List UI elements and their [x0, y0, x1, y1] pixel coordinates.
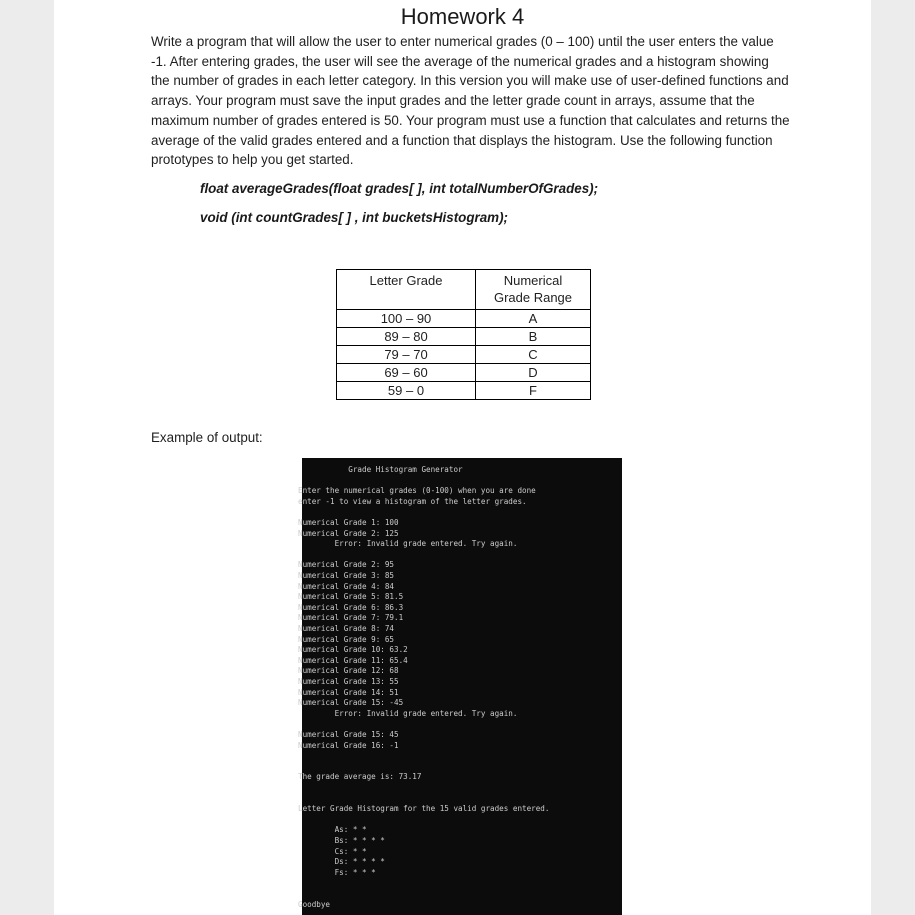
console-line: Error: Invalid grade entered. Try again. — [298, 539, 518, 549]
table-cell: F — [476, 382, 591, 400]
console-line: Numerical Grade 7: 79.1 — [298, 613, 404, 623]
table-cell: A — [476, 310, 591, 328]
table-row — [337, 328, 591, 346]
grade-table — [336, 269, 591, 400]
console-line: enter -1 to view a histogram of the letter grades. — [298, 496, 527, 506]
page-title: Homework 4 — [400, 4, 525, 29]
prototype-average-grades: float averageGrades(float grades[ ], int totalNumberOfGrades); — [200, 181, 599, 196]
example-label: Example of output: — [151, 430, 263, 445]
console-line: Numerical Grade 8: 74 — [298, 624, 395, 633]
table-cell: 79 – 70 — [337, 346, 476, 364]
console-line: Numerical Grade 5: 81.5 — [298, 592, 404, 602]
console-line: Numerical Grade 1: 100 — [298, 518, 399, 527]
table-cell: D — [476, 364, 591, 382]
console-line: Numerical Grade 2: 125 — [298, 528, 399, 538]
table-cell: 59 – 0 — [337, 382, 476, 400]
viewer-left-margin — [0, 0, 54, 915]
console-line: Grade Histogram Generator — [298, 465, 463, 474]
table-cell: C — [476, 346, 591, 364]
console-line: Numerical Grade 16: -1 — [298, 740, 399, 750]
console-line: Numerical Grade 11: 65.4 — [298, 655, 408, 665]
console-line: Numerical Grade 12: 68 — [298, 666, 399, 676]
grade-table-header-row — [337, 270, 591, 310]
table-row — [337, 310, 591, 328]
console-line: Numerical Grade 10: 63.2 — [298, 645, 408, 655]
console-line: Letter Grade Histogram for the 15 valid grades entered. — [298, 804, 550, 814]
table-cell: 69 – 60 — [337, 364, 476, 382]
console-output-screenshot — [298, 458, 622, 915]
console-line: As: * * — [298, 825, 367, 835]
console-line: The grade average is: 73.17 — [298, 772, 422, 782]
console-line: Fs: * * * — [298, 867, 376, 877]
document-page — [54, 0, 871, 915]
console-line: Numerical Grade 3: 85 — [298, 571, 395, 580]
table-row — [337, 346, 591, 364]
console-line: Numerical Grade 14: 51 — [298, 687, 399, 697]
table-cell: B — [476, 328, 591, 346]
table-row — [337, 364, 591, 382]
console-line: Numerical Grade 6: 86.3 — [298, 602, 404, 612]
table-cell: 100 – 90 — [337, 310, 476, 328]
console-line: Numerical Grade 15: 45 — [298, 730, 399, 739]
console-line: Ds: * * * * — [298, 857, 385, 867]
table-row — [337, 382, 591, 400]
console-line: Error: Invalid grade entered. Try again. — [298, 708, 518, 718]
header-numerical-range — [476, 270, 591, 310]
console-line: Goodbye — [298, 899, 331, 909]
console-line: Cs: * * — [298, 846, 367, 856]
console-line: Numerical Grade 2: 95 — [298, 560, 395, 570]
assignment-description: Write a program that will allow the user to enter numerical grades (0 – 100) until the user enters the value -1. After entering grades, the user will see the average of the numerical grades and a histogram showing the number of grades in each letter category. In this version you will make use of user-defined functions and arrays. Your program must save the input grades and the letter grade count in arrays, assume that the maximum number of grades entered is 50. Your program must use a function that calculates and returns the average of the valid grades entered and a function that displays the histogram. Use the following function prototypes to help you get started. — [151, 34, 790, 168]
console-line: Enter the numerical grades (0-100) when you are done — [298, 486, 536, 496]
header-letter-grade: Letter Grade — [337, 270, 476, 310]
header-numerical-range-text: Numerical Grade Range — [493, 273, 573, 305]
console-line: Numerical Grade 13: 55 — [298, 677, 399, 686]
console-line: Bs: * * * * — [298, 836, 385, 845]
table-cell: 89 – 80 — [337, 328, 476, 346]
console-line: Numerical Grade 15: -45 — [298, 698, 404, 708]
console-line: Numerical Grade 4: 84 — [298, 581, 395, 591]
prototype-histogram: void (int countGrades[ ] , int bucketsHistogram); — [200, 210, 509, 225]
console-line: Numerical Grade 9: 65 — [298, 634, 395, 644]
viewer-right-margin — [871, 0, 915, 915]
